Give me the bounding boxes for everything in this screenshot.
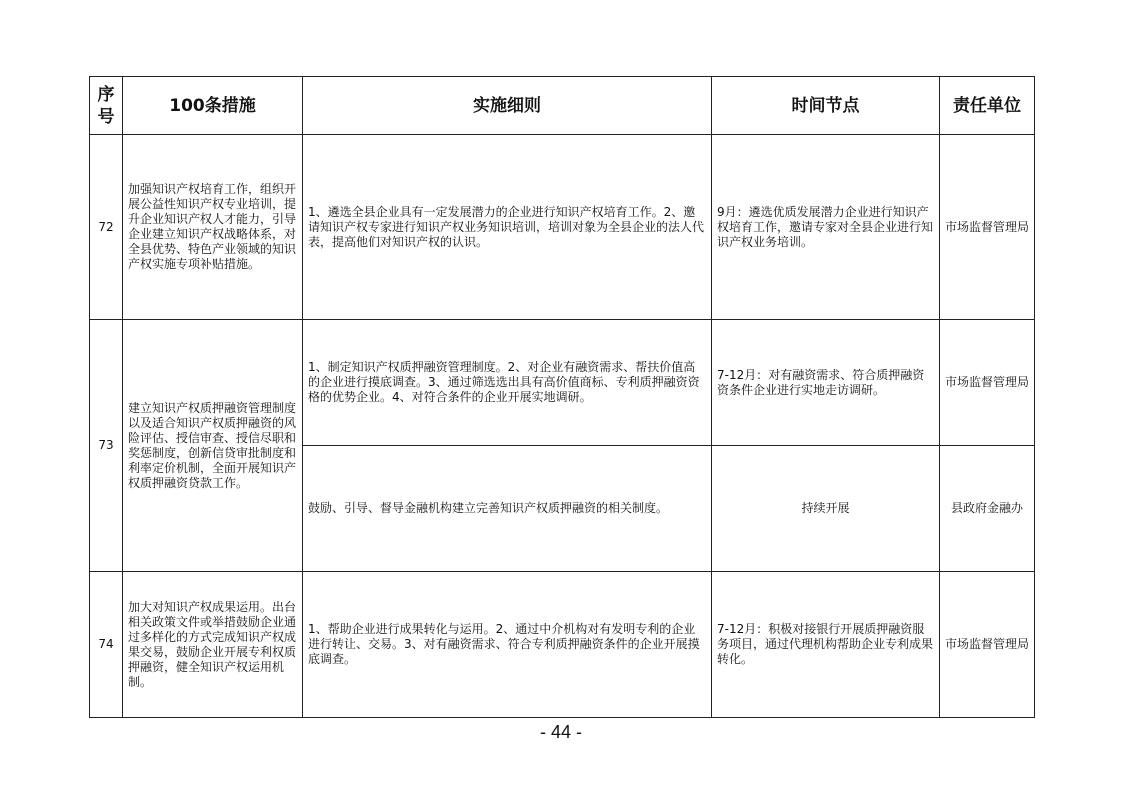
page-number: - 44 -: [539, 722, 582, 742]
row-num: 72: [90, 135, 123, 320]
header-detail: 实施细则: [303, 77, 712, 135]
row-time: 7-12月：对有融资需求、符合质押融资资条件企业进行实地走访调研。: [712, 320, 940, 446]
row-unit: 市场监督管理局: [940, 135, 1035, 320]
row-unit: 市场监督管理局: [940, 572, 1035, 718]
row-unit: 县政府金融办: [940, 446, 1035, 572]
row-time: 7-12月：积极对接银行开展质押融资服务项目，通过代理机构帮助企业专利成果转化。: [712, 572, 940, 718]
row-detail: 鼓励、引导、督导金融机构建立完善知识产权质押融资的相关制度。: [303, 446, 712, 572]
header-unit: 责任单位: [940, 77, 1035, 135]
row-measure: 加大对知识产权成果运用。出台相关政策文件或举措鼓励企业通过多样化的方式完成知识产权成果交易，鼓励企业开展专利权质押融资，健全知识产权运用机制。: [123, 572, 303, 718]
row-time: 9月：遴选优质发展潜力企业进行知识产权培育工作，邀请专家对全县企业进行知识产权业务培训。: [712, 135, 940, 320]
table-row: [90, 320, 1035, 446]
row-measure: 加强知识产权培育工作，组织开展公益性知识产权专业培训，提升企业知识产权人才能力，引导企业建立知识产权战略体系，对全县优势、特色产业领域的知识产权实施专项补贴措施。: [123, 135, 303, 320]
row-detail: 1、遴选全县企业具有一定发展潜力的企业进行知识产权培育工作。2、邀请知识产权专家进行知识产权业务知识培训，培训对象为全县企业的法人代表，提高他们对知识产权的认识。: [303, 135, 712, 320]
header-row: [90, 77, 1035, 135]
measures-table: [89, 76, 1035, 718]
table-row: [90, 135, 1035, 320]
row-time: 持续开展: [712, 446, 940, 572]
row-num: 74: [90, 572, 123, 718]
table-row: [90, 572, 1035, 718]
row-detail: 1、帮助企业进行成果转化与运用。2、通过中介机构对有发明专利的企业进行转让、交易。3、对有融资需求、符合专利质押融资条件的企业开展摸底调查。: [303, 572, 712, 718]
header-measure: 100条措施: [123, 77, 303, 135]
row-detail: 1、制定知识产权质押融资管理制度。2、对企业有融资需求、帮扶价值高的企业进行摸底调查。3、通过筛选选出具有高价值商标、专利质押融资资格的优势企业。4、对符合条件的企业开展实地调研。: [303, 320, 712, 446]
header-num: 序号: [90, 77, 123, 135]
row-unit: 市场监督管理局: [940, 320, 1035, 446]
row-num: 73: [90, 320, 123, 572]
row-measure: 建立知识产权质押融资管理制度以及适合知识产权质押融资的风险评估、授信审查、授信尽职和奖惩制度，创新信贷审批制度和利率定价机制，全面开展知识产权质押融资贷款工作。: [123, 320, 303, 572]
header-time: 时间节点: [712, 77, 940, 135]
